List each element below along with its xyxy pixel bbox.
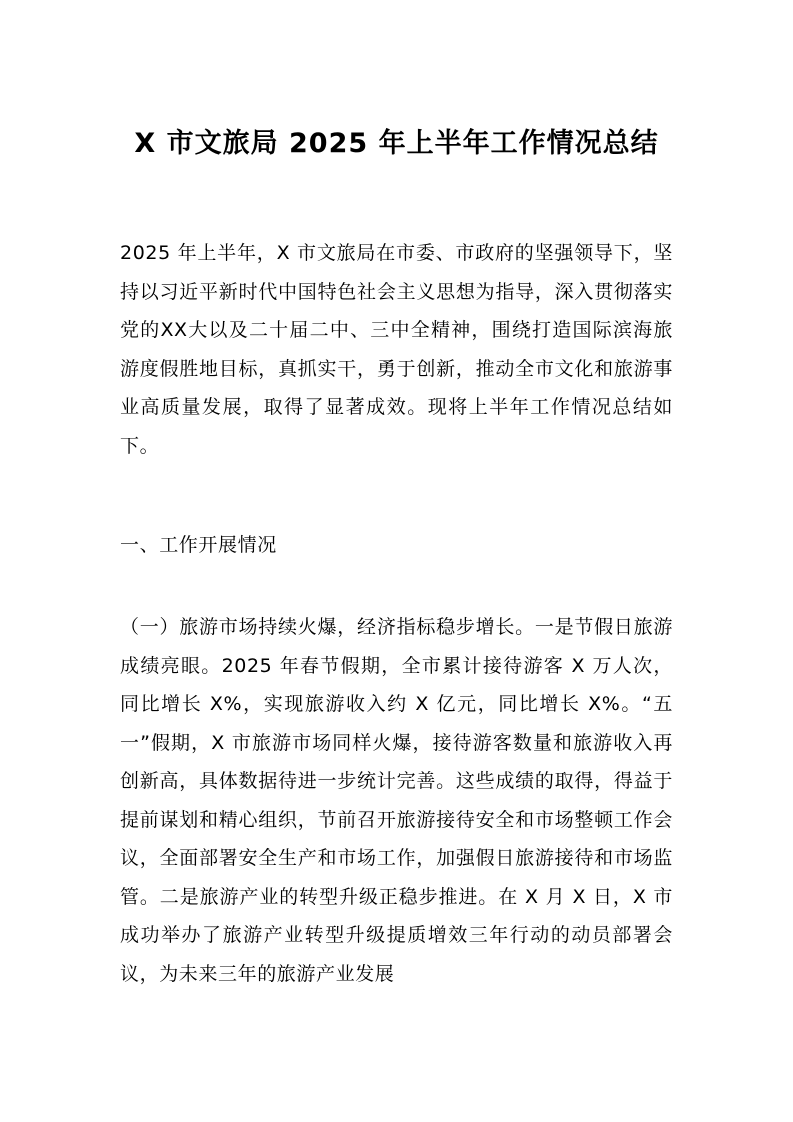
section-heading: 一、工作开展情况 — [120, 534, 277, 556]
intro-paragraph: 2025 年上半年，X 市文旅局在市委、市政府的坚强领导下，坚持以习近平新时代中国特色社会主义思想为指导，深入贯彻落实党的XX大以及二十届二中、三中全精神，围绕打造国际滨海旅游度假胜地目标，真抓实干，勇于创新，推动全市文化和旅游事业高质量发展，取得了显著成效。现将上半年工作情况总结如下。 — [120, 242, 673, 457]
body-paragraph: （一）旅游市场持续火爆，经济指标稳步增长。一是节假日旅游成绩亮眼。2025 年春节假期，全市累计接待游客 X 万人次，同比增长 X%，实现旅游收入约 X 亿元，同比增长 X%。“五一”假期，X 市旅游市场同样火爆，接待游客数量和旅游收入再创新高，具体数据待进一步统计完善。这些成绩的取得，得益于提前谋划和精心组织，节前召开旅游接待安全和市场整顿工作会议，全面部署安全生产和市场工作，加强假日旅游接待和市场监管。二是旅游产业的转型升级正稳步推进。在 X 月 X 日，X 市成功举办了旅游产业转型升级提质增效三年行动的动员部署会议，为未来三年的旅游产业发展 — [120, 616, 673, 985]
document-title: X 市文旅局 2025 年上半年工作情况总结 — [134, 128, 659, 159]
